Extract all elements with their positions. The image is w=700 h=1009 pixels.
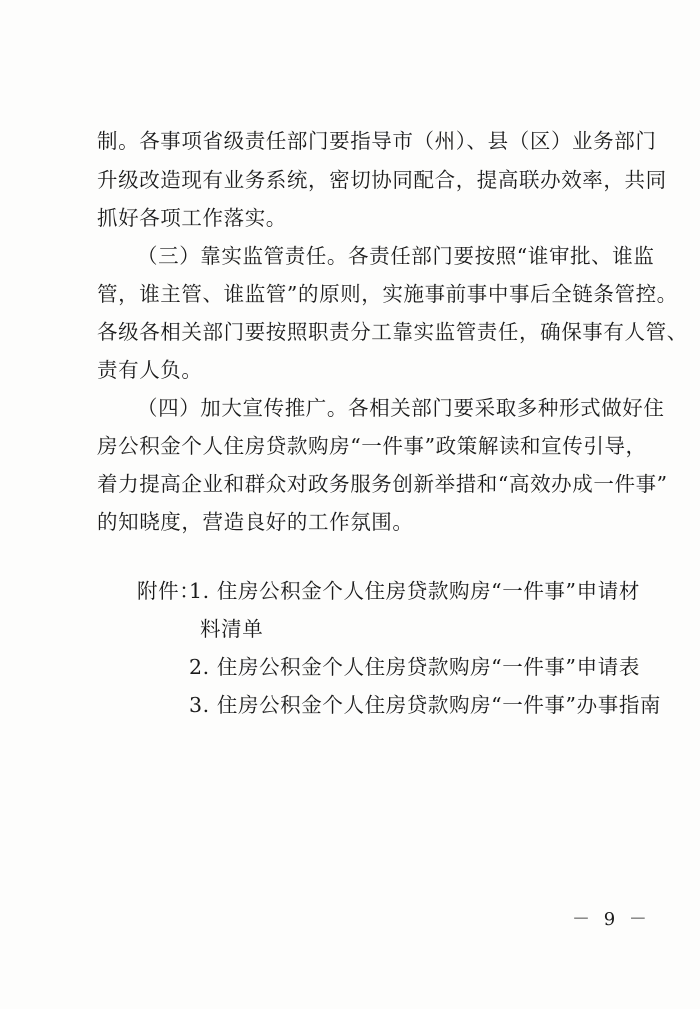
body-line: 房公积金个人住房贷款购房“一件事”政策解读和宣传引导， bbox=[97, 434, 647, 458]
body-line: 制。各事项省级责任部门要指导市（州）、县（区）业务部门 bbox=[97, 129, 657, 153]
attachments-label: 附件： bbox=[137, 579, 201, 603]
body-line: 各级各相关部门要按照职责分工靠实监管责任，确保事有人管、 bbox=[97, 320, 688, 344]
attachment-item: 3. 住房公积金个人住房贷款购房“一件事”办事指南 bbox=[189, 693, 662, 717]
section-three-heading-line: （三）靠实监管责任。各责任部门要按照“谁审批、谁监 bbox=[137, 244, 655, 268]
body-line: 着力提高企业和群众对政务服务创新举措和“高效办成一件事” bbox=[97, 472, 668, 496]
attachment-item: 1. 住房公积金个人住房贷款购房“一件事”申请材 bbox=[189, 579, 640, 603]
page-number: － 9 － bbox=[572, 909, 651, 930]
attachment-item: 2. 住房公积金个人住房贷款购房“一件事”申请表 bbox=[189, 655, 640, 679]
body-line: 的知晓度，营造良好的工作氛围。 bbox=[97, 510, 414, 534]
body-line: 责有人负。 bbox=[97, 358, 203, 382]
body-line: 抓好各项工作落实。 bbox=[97, 206, 287, 230]
attachment-item-continuation: 料清单 bbox=[200, 617, 264, 641]
section-four-heading-line: （四）加大宣传推广。各相关部门要采取多种形式做好住 bbox=[137, 396, 665, 420]
body-line: 升级改造现有业务系统，密切协同配合，提高联办效率，共同 bbox=[97, 168, 667, 192]
body-line: 管，谁主管、谁监管”的原则，实施事前事中事后全链条管控。 bbox=[97, 282, 678, 306]
